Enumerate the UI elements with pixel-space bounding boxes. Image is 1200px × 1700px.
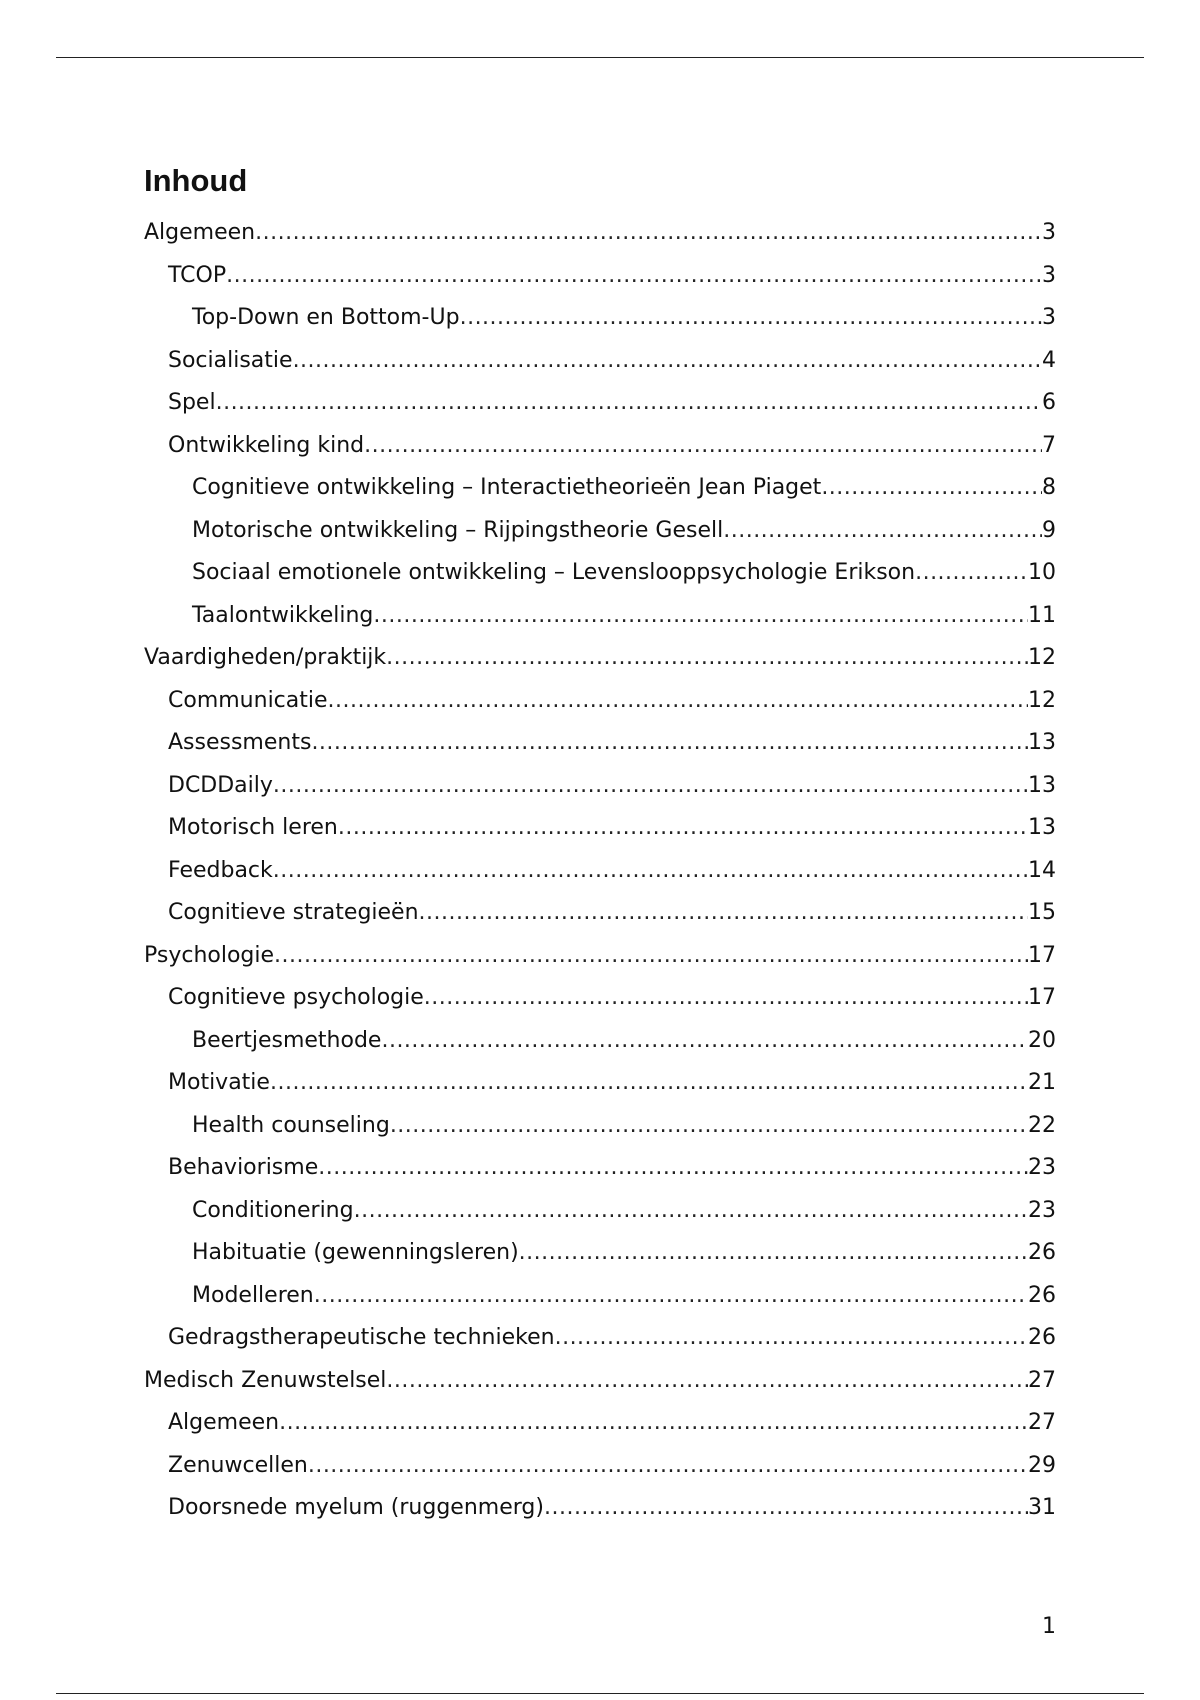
toc-entry[interactable] [144,1232,1056,1275]
dot-leader [544,1487,1028,1530]
toc-entry[interactable] [144,1402,1056,1445]
toc-entry-page: 4 [1042,347,1056,373]
toc-entry-title: Behaviorisme [168,1155,319,1180]
dot-leader [255,212,1042,255]
toc-entry[interactable] [144,1487,1056,1530]
toc-entry-title: Algemeen [144,220,256,245]
toc-entry[interactable] [144,935,1056,978]
toc-entry-page: 23 [1028,1155,1056,1180]
toc-entry-page: 9 [1042,517,1056,543]
toc-entry-title: Communicatie [168,687,328,713]
toc-entry-title: Motivatie [168,1070,270,1095]
toc-entry[interactable] [144,1445,1056,1488]
toc-entry-title: Cognitieve ontwikkeling – Interactietheorieën Jean Piaget [192,475,822,500]
dot-leader [318,1147,1028,1190]
toc-entry-title: Zenuwcellen [168,1452,308,1478]
toc-entry-page: 3 [1042,220,1056,245]
toc-entry-page: 6 [1042,390,1056,415]
toc-entry[interactable] [144,552,1056,595]
toc-entry-page: 27 [1028,1410,1056,1435]
toc-entry[interactable] [144,510,1056,553]
dot-leader [216,382,1042,425]
toc-entry-title: Algemeen [168,1410,280,1435]
toc-entry-title: Conditionering [192,1197,354,1223]
dot-leader [270,1062,1028,1105]
dot-leader [293,340,1042,383]
dot-leader [354,1190,1028,1233]
toc-entry-page: 13 [1028,730,1056,755]
toc-entry-title: Cognitieve strategieën [168,900,419,925]
dot-leader [226,255,1042,298]
toc-entry-page: 20 [1028,1027,1056,1053]
toc-entry-page: 26 [1028,1240,1056,1265]
dot-leader [311,722,1028,765]
toc-entry[interactable] [144,297,1056,340]
toc-entry-title: Socialisatie [168,347,293,373]
toc-entry[interactable] [144,807,1056,850]
dot-leader [390,1105,1028,1148]
dot-leader [915,552,1028,595]
dot-leader [460,297,1042,340]
toc-entry-page: 17 [1028,942,1056,968]
toc-entry-title: Assessments [168,730,312,755]
toc-entry-title: Motorisch leren [168,815,338,840]
dot-leader [273,850,1028,893]
toc-entry-title: Beertjesmethode [192,1027,382,1053]
dot-leader [338,807,1028,850]
toc-entry-page: 13 [1028,772,1056,798]
toc-entry[interactable] [144,1360,1056,1403]
dot-leader [555,1317,1028,1360]
dot-leader [373,595,1028,638]
toc-entry[interactable] [144,977,1056,1020]
toc-entry-page: 21 [1028,1070,1056,1095]
toc-entry-title: Cognitieve psychologie [168,985,424,1010]
page-number: 1 [1042,1614,1056,1639]
dot-leader [419,892,1028,935]
toc-entry[interactable] [144,680,1056,723]
toc-entry-page: 27 [1028,1367,1056,1393]
toc-entry-page: 13 [1028,815,1056,840]
dot-leader [386,637,1028,680]
toc-entry[interactable] [144,1275,1056,1318]
toc-entry-title: TCOP [168,262,227,288]
toc-entry-title: Doorsnede myelum (ruggenmerg) [168,1495,544,1520]
dot-leader [279,1402,1028,1445]
toc-entry-title: Taalontwikkeling [192,602,374,628]
toc-entry-page: 22 [1028,1112,1056,1138]
toc-entry[interactable] [144,1105,1056,1148]
toc-entry-page: 23 [1028,1197,1056,1223]
toc-entry[interactable] [144,892,1056,935]
toc-entry-page: 10 [1028,560,1056,585]
toc-entry-title: Ontwikkeling kind [168,432,365,458]
dot-leader [328,680,1028,723]
toc-entry[interactable] [144,765,1056,808]
toc-entry-page: 29 [1028,1452,1056,1478]
toc-entry-page: 26 [1028,1325,1056,1350]
toc-entry-page: 26 [1028,1282,1056,1308]
dot-leader [723,510,1042,553]
toc-entry[interactable] [144,722,1056,765]
toc-entry-title: DCDDaily [168,772,273,798]
toc-entry-page: 8 [1042,475,1056,500]
toc-entry-title: Spel [168,390,216,415]
toc-entry[interactable] [144,1062,1056,1105]
toc-entry[interactable] [144,425,1056,468]
toc-entry-title: Modelleren [192,1282,314,1308]
toc-entry-page: 14 [1028,857,1056,883]
toc-entry[interactable] [144,1317,1056,1360]
toc-entry-title: Top-Down en Bottom-Up [192,305,460,330]
toc-entry-page: 7 [1042,432,1056,458]
toc-entry[interactable] [144,382,1056,425]
toc-entry-list [144,212,1056,1530]
dot-leader [381,1020,1028,1063]
toc-entry-page: 12 [1028,645,1056,670]
toc-entry[interactable] [144,637,1056,680]
dot-leader [273,765,1028,808]
toc-entry-page: 3 [1042,262,1056,288]
toc-entry-page: 11 [1028,602,1056,628]
toc-entry[interactable] [144,340,1056,383]
dot-leader [519,1232,1028,1275]
toc-entry[interactable] [144,850,1056,893]
toc-entry-title: Psychologie [144,942,275,968]
toc-entry[interactable] [144,595,1056,638]
toc-entry[interactable] [144,212,1056,255]
toc-entry[interactable] [144,255,1056,298]
toc-entry-page: 3 [1042,305,1056,330]
dot-leader [274,935,1028,978]
table-of-contents [144,162,1056,1530]
dot-leader [424,977,1028,1020]
toc-heading: Inhoud [144,163,248,198]
toc-entry-page: 12 [1028,687,1056,713]
toc-entry-title: Sociaal emotionele ontwikkeling – Levenslooppsychologie Erikson [192,560,916,585]
toc-entry-title: Medisch Zenuwstelsel [144,1367,387,1393]
toc-entry[interactable] [144,467,1056,510]
toc-entry-page: 15 [1028,900,1056,925]
toc-entry-title: Motorische ontwikkeling – Rijpingstheorie Gesell [192,517,724,543]
toc-entry-title: Gedragstherapeutische technieken [168,1325,555,1350]
dot-leader [821,467,1042,510]
dot-leader [314,1275,1028,1318]
toc-entry-title: Vaardigheden/praktijk [144,645,387,670]
toc-entry-page: 17 [1028,985,1056,1010]
toc-entry[interactable] [144,1147,1056,1190]
header-rule [56,57,1144,58]
toc-entry-title: Feedback [168,857,273,883]
toc-entry-page: 31 [1028,1495,1056,1520]
dot-leader [364,425,1042,468]
dot-leader [386,1360,1028,1403]
dot-leader [308,1445,1028,1488]
toc-entry[interactable] [144,1190,1056,1233]
footer-rule [56,1693,1144,1694]
toc-entry[interactable] [144,1020,1056,1063]
toc-entry-title: Habituatie (gewenningsleren) [192,1240,519,1265]
toc-entry-title: Health counseling [192,1112,390,1138]
